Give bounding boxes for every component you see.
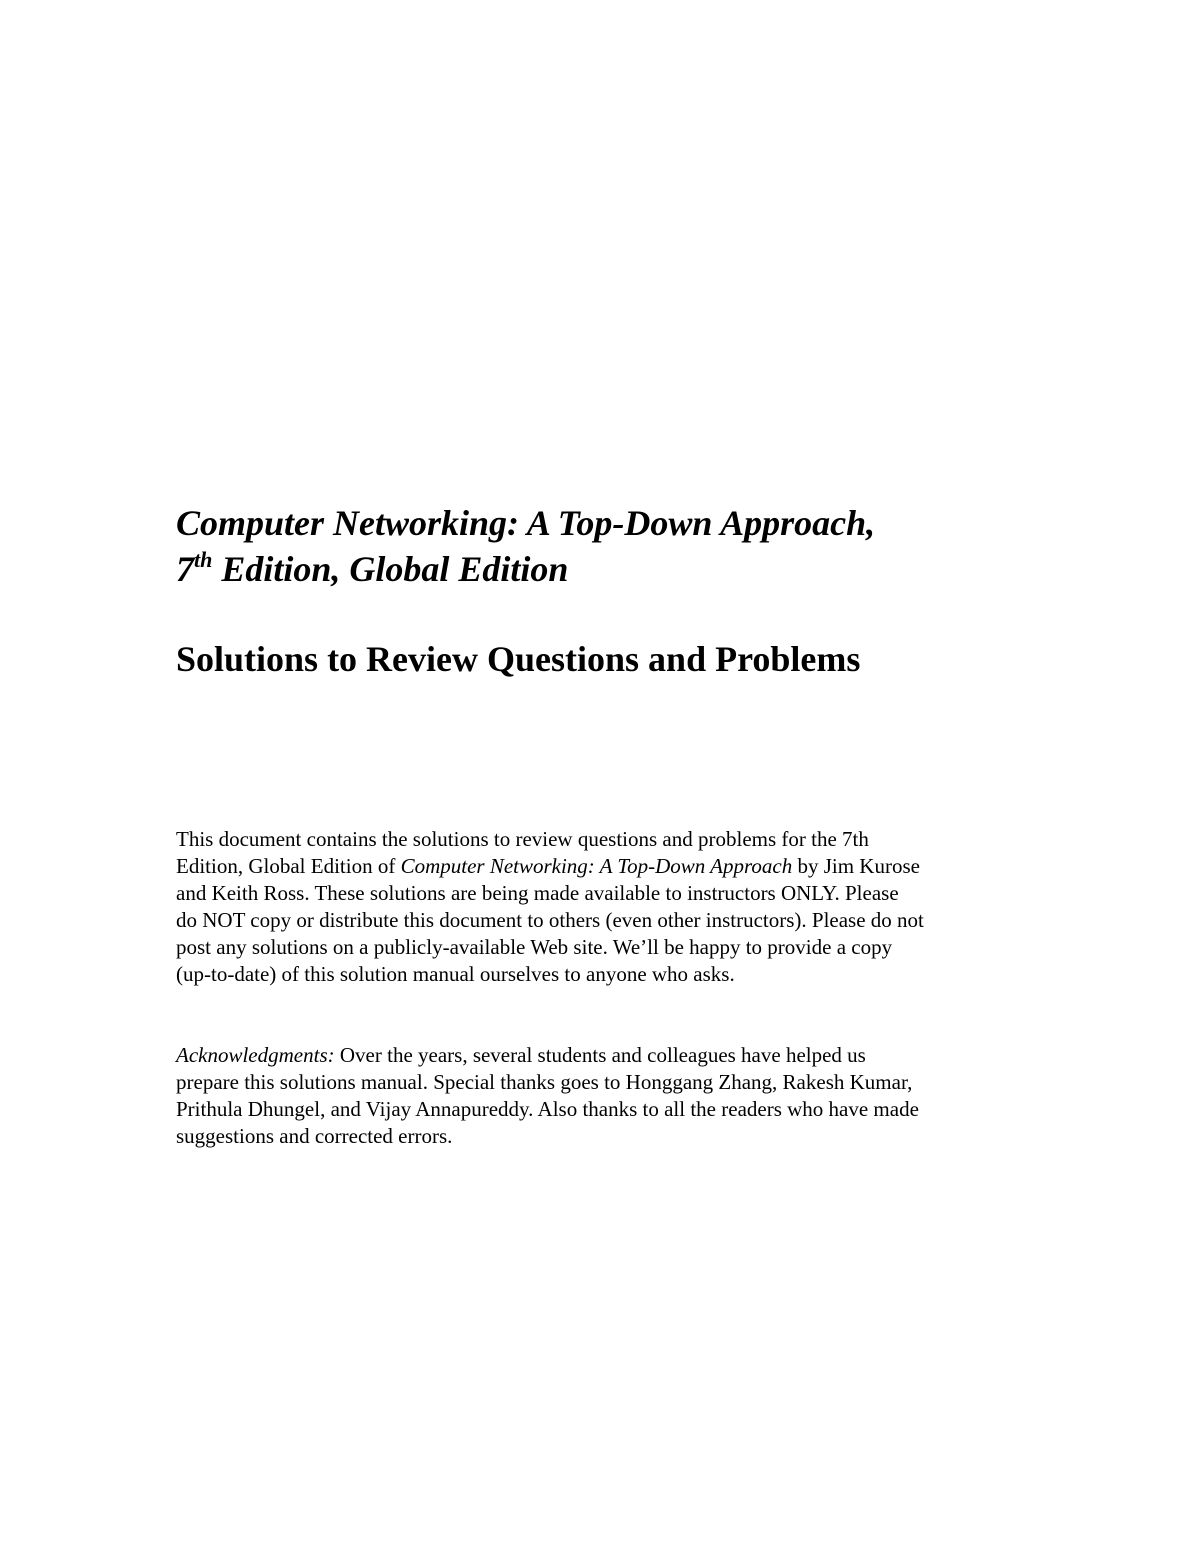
intro-text: by Jim Kurose xyxy=(792,854,920,878)
document-title xyxy=(176,500,1076,592)
ack-line: prepare this solutions manual. Special thanks goes to Honggang Zhang, Rakesh Kumar, xyxy=(176,1070,913,1094)
title-line-2 xyxy=(176,546,1076,592)
title-line-1: Computer Networking: A Top-Down Approach, xyxy=(176,503,876,543)
intro-line: post any solutions on a publicly-available Web site. We’ll be happy to provide a copy xyxy=(176,935,893,959)
intro-line xyxy=(176,853,1036,880)
edition-superscript: th xyxy=(194,547,213,572)
edition-text: Edition, Global Edition xyxy=(212,549,569,589)
ack-line: suggestions and corrected errors. xyxy=(176,1124,453,1148)
intro-line: This document contains the solutions to review questions and problems for the 7th xyxy=(176,827,869,851)
intro-paragraph xyxy=(176,826,1036,988)
ack-line: Prithula Dhungel, and Vijay Annapureddy. Also thanks to all the readers who have made xyxy=(176,1097,919,1121)
intro-line: do NOT copy or distribute this document to others (even other instructors). Please do not xyxy=(176,908,924,932)
book-title: Computer Networking: A Top-Down Approach xyxy=(400,854,793,878)
intro-line: and Keith Ross. These solutions are being made available to instructors ONLY. Please xyxy=(176,881,899,905)
ack-line xyxy=(176,1042,1036,1069)
document-subtitle: Solutions to Review Questions and Problems xyxy=(176,639,861,679)
ack-text: Over the years, several students and colleagues have helped us xyxy=(334,1043,866,1067)
acknowledgments-paragraph xyxy=(176,1042,1036,1150)
acknowledgments-label: Acknowledgments: xyxy=(176,1043,335,1067)
intro-text: Edition, Global Edition of xyxy=(176,854,401,878)
intro-line: (up-to-date) of this solution manual ourselves to anyone who asks. xyxy=(176,962,735,986)
edition-number: 7 xyxy=(176,549,194,589)
